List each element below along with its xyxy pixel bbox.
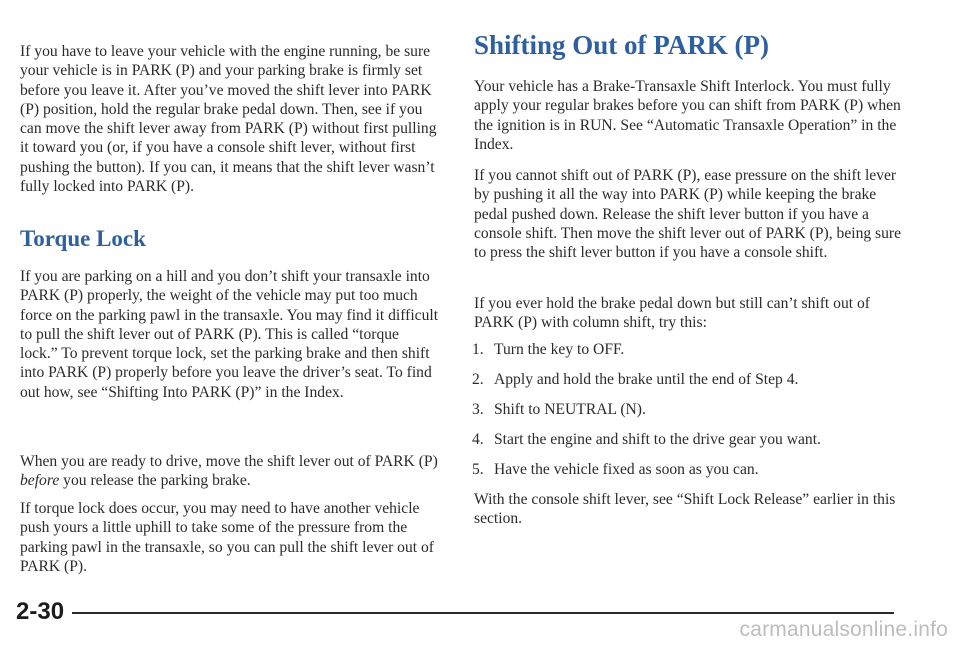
shifting-out-heading: Shifting Out of PARK (P) xyxy=(474,30,769,60)
step-item xyxy=(472,370,902,389)
step-number: 3. xyxy=(472,401,484,418)
step-text: Shift to NEUTRAL (N). xyxy=(494,401,646,418)
ready-text-pre: When you are ready to drive, move the shift lever out of PARK (P) xyxy=(20,453,438,470)
console-shift-paragraph: With the console shift lever, see “Shift Lock Release” earlier in this section. xyxy=(474,491,896,528)
step-number: 5. xyxy=(472,461,484,478)
intro-paragraph: If you have to leave your vehicle with the engine running, be sure your vehicle is in PARK (P) and your parking brake is firmly set before you leave it. After you’ve moved the shift lever into PARK (P) position, hold the regular brake pedal down. Then, see if you can move the shift lever away from PARK (P) without first pulling it toward you (or, if you have a console shift lever, without first pushing the button). If you can, it means that the shift lever wasn’t fully locked into PARK (P). xyxy=(20,43,437,196)
ready-text-post: you release the parking brake. xyxy=(59,472,251,490)
step-number: 4. xyxy=(472,431,484,448)
step-text: Turn the key to OFF. xyxy=(494,341,625,358)
watermark: carmanualsonline.info xyxy=(739,618,948,641)
footer-rule xyxy=(72,612,894,614)
step-number: 2. xyxy=(472,371,484,388)
interlock-paragraph: Your vehicle has a Brake-Transaxle Shift Interlock. You must fully apply your regular brakes before you can shift from PARK (P) when the ignition is in RUN. See “Automatic Transaxle Operation” in the Index. xyxy=(474,78,901,153)
step-item xyxy=(472,400,902,419)
torque-lock-occur-paragraph: If torque lock does occur, you may need to have another vehicle push yours a little uphill to take some of the pressure from the parking pawl in the transaxle, so you can pull the shift lever out of PARK (P). xyxy=(20,500,434,575)
page-number: 2-30 xyxy=(16,598,65,625)
step-text: Start the engine and shift to the drive gear you want. xyxy=(494,431,821,448)
step-text: Have the vehicle fixed as soon as you can. xyxy=(494,461,759,478)
step-item xyxy=(472,430,902,449)
cannot-shift-paragraph: If you cannot shift out of PARK (P), ease pressure on the shift lever by pushing it all the way into PARK (P) while keeping the brake pedal pushed down. Release the shift lever button if you have a console shift. Then move the shift lever out of PARK (P), being sure to press the shift lever button if you have a console shift. xyxy=(474,167,902,262)
steps-list xyxy=(472,340,902,479)
ready-text-emphasis: before xyxy=(20,472,60,490)
step-item xyxy=(472,340,902,359)
torque-lock-paragraph: If you are parking on a hill and you don’t shift your transaxle into PARK (P) properly, the weight of the vehicle may put too much force on the parking pawl in the transaxle. You may find it difficult to pull the shift lever out of PARK (P). This is called “torque lock.” To prevent torque lock, set the parking brake and then shift into PARK (P) properly before you leave the driver’s seat. To find out how, see “Shifting Into PARK (P)” in the Index. xyxy=(20,268,439,401)
step-text: Apply and hold the brake until the end of Step 4. xyxy=(494,371,799,388)
ready-to-drive-paragraph xyxy=(20,452,440,491)
column-shift-paragraph: If you ever hold the brake pedal down but still can’t shift out of PARK (P) with column shift, try this: xyxy=(474,295,870,332)
torque-lock-heading: Torque Lock xyxy=(20,226,146,251)
step-number: 1. xyxy=(472,341,484,358)
step-item xyxy=(472,460,902,479)
